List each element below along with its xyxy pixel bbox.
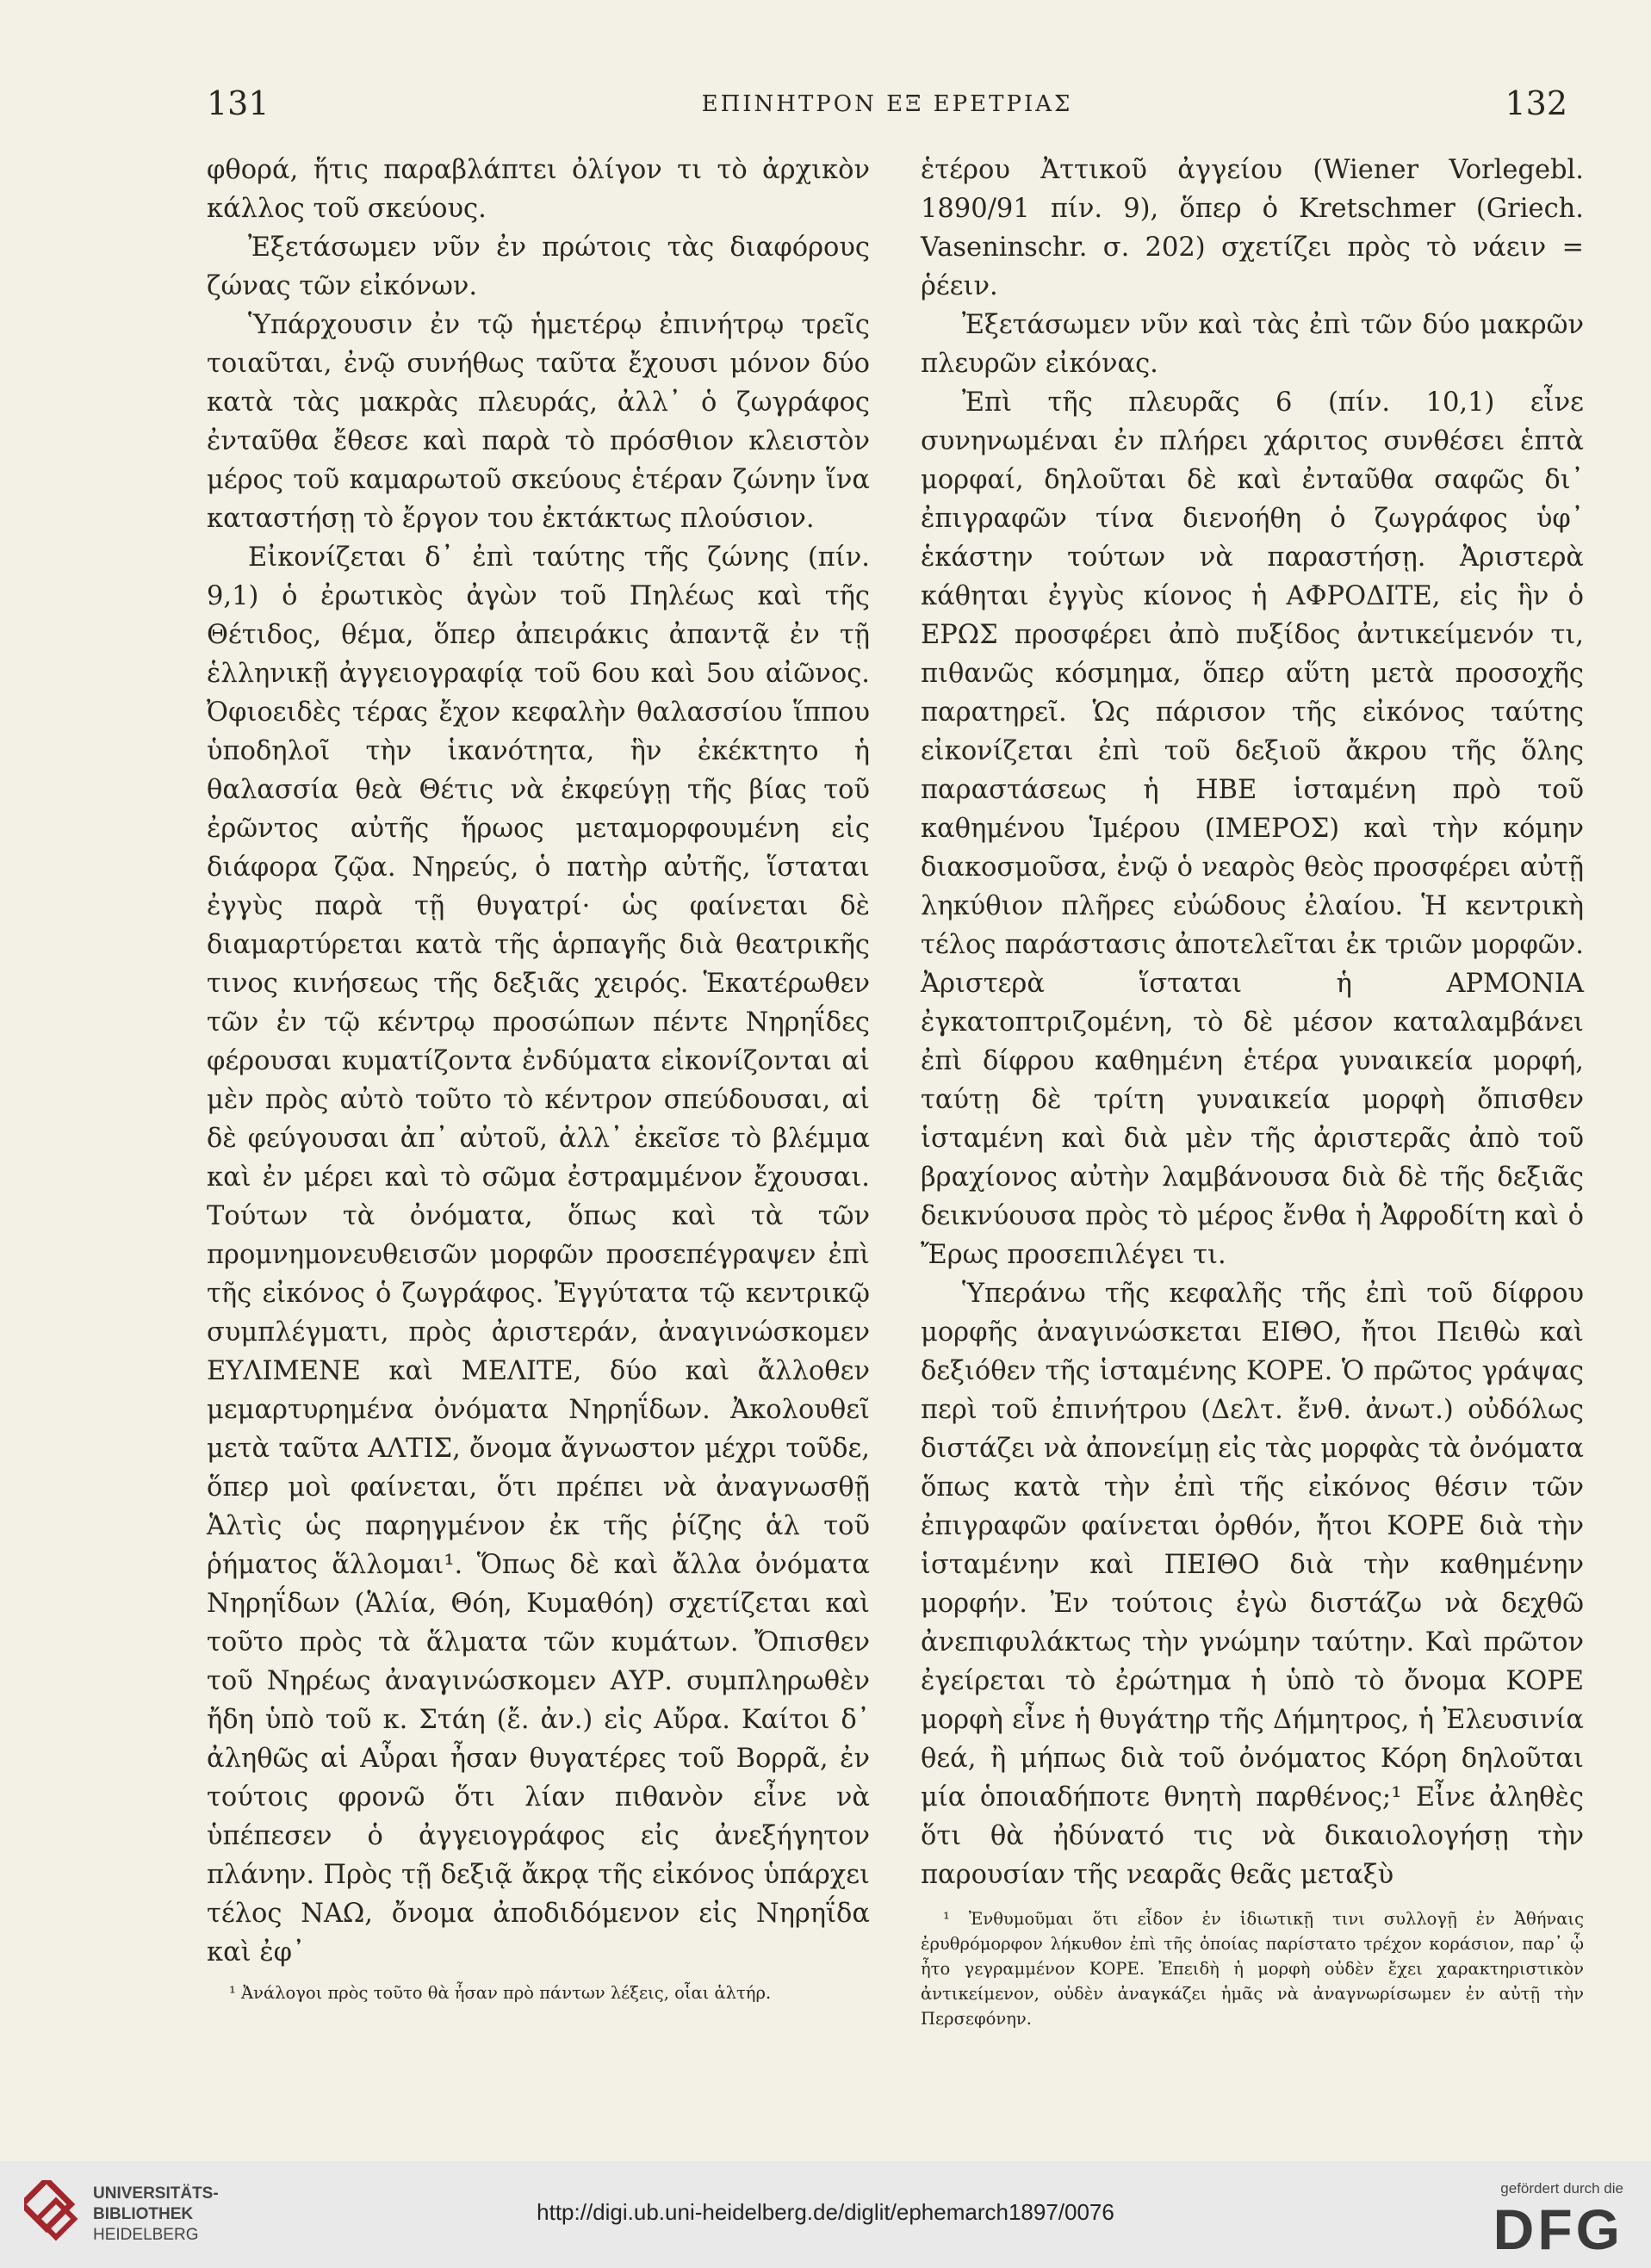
permalink[interactable]: http://digi.ub.uni-heidelberg.de/diglit/ephemarch1897/0076 bbox=[537, 2199, 1114, 2225]
running-title: ΕΠΙΝΗΤΡΟΝ ΕΞ ΕΡΕΤΡΙΑΣ bbox=[701, 91, 1073, 117]
paragraph: Ὑπάρχουσιν ἐν τῷ ἡμετέρῳ ἐπινήτρῳ τρεῖς τοιαῦται, ἐνῷ συνήθως ταῦτα ἔχουσι μόνον δύο κατὰ τὰς μακρὰς πλευράς, ἀλλ᾽ ὁ ζωγράφος ἐνταῦθα ἔθεσε καὶ παρὰ τὸ πρόσθιον κλειστὸν μέρος τοῦ καμαρωτοῦ σκεύους ἑτέραν ζώνην ἵνα καταστήσῃ τὸ ἔργον του ἐκτάκτως πλούσιον. bbox=[207, 310, 870, 534]
paragraph: Ὑπεράνω τῆς κεφαλῆς τῆς ἐπὶ τοῦ δίφρου μορφῆς ἀναγινώσκεται ΕΙΘΟ, ἤτοι Πειθὼ καὶ δεξιόθεν τῆς ἱσταμένης ΚΟΡΕ. Ὁ πρῶτος γράψας περὶ τοῦ ἐπινήτρου (Δελτ. ἔνθ. ἀνωτ.) οὐδόλως διστάζει νὰ ἀπονείμῃ εἰς τὰς μορφὰς τὰ ὀνόματα ὅπως κατὰ τὴν ἐπὶ τῆς εἰκόνος θέσιν τῶν ἐπιγραφῶν φαίνεται ὀρθόν, ἤτοι ΚΟΡΕ διὰ τὴν ἱσταμένην καὶ ΠΕΙΘΟ διὰ τὴν καθημένην μορφήν. Ἐν τούτοις ἐγὼ διστάζω νὰ δεχθῶ ἀνεπιφυλάκτως τὴν γνώμην ταύτην. Καὶ πρῶτον ἐγείρεται τὸ ἐρώτημα ἡ ὑπὸ τὸ ὄνομα ΚΟΡΕ μορφὴ εἶνε ἡ θυγάτηρ τῆς Δήμητρος, ἡ Ἐλευσινία θεά, ἢ μήπως διὰ τοῦ ὀνόματος Κόρη δηλοῦται μία ὁποιαδήποτε θνητὴ παρθένος;¹ Εἶνε ἀληθὲς ὅτι θὰ ἠδύνατό τις νὰ δικαιολογήσῃ τὴν παρουσίαν τῆς νεαρᾶς θεᾶς μεταξὺ bbox=[921, 1279, 1584, 1890]
paragraph: ἑτέρου Ἀττικοῦ ἀγγείου (Wiener Vorlegebl. 1890/91 πίν. 9), ὅπερ ὁ Kretschmer (Griech. Vaseninschr. σ. 202) σχετίζει πρὸς τὸ νάειν = ῥέειν. bbox=[921, 155, 1584, 301]
dfg-logo[interactable]: DFG bbox=[1493, 2197, 1623, 2261]
funding-label: gefördert durch die bbox=[1500, 2180, 1623, 2197]
page-number-left: 131 bbox=[207, 84, 270, 122]
left-column bbox=[207, 151, 870, 2005]
paragraph: Ἐξετάσωμεν νῦν καὶ τὰς ἐπὶ τῶν δύο μακρῶν πλευρῶν εἰκόνας. bbox=[921, 310, 1584, 379]
library-line: UNIVERSITÄTS- bbox=[93, 2184, 219, 2203]
library-line: BIBLIOTHEK bbox=[93, 2205, 194, 2223]
right-column bbox=[921, 151, 1584, 2031]
paragraph: Ἐπὶ τῆς πλευρᾶς 6 (πίν. 10,1) εἶνε συνηνωμέναι ἐν πλήρει χάριτος συνθέσει ἑπτὰ μορφαί, δηλοῦται δὲ καὶ ἐνταῦθα σαφῶς δι᾽ ἐπιγραφῶν τίνα διενοήθη ὁ ζωγράφος ὑφ᾽ ἑκάστην τούτων νὰ παραστήσῃ. Ἀριστερὰ κάθηται ἐγγὺς κίονος ἡ ΑΦΡΟΔΙΤΕ, εἰς ἣν ὁ ΕΡΩΣ προσφέρει ἀπὸ πυξίδος ἀντικείμενόν τι, πιθανῶς κόσμημα, ὅπερ αὕτη μετὰ προσοχῆς παρατηρεῖ. Ὡς πάρισον τῆς εἰκόνος ταύτης εἰκονίζεται ἐπὶ τοῦ δεξιοῦ ἄκρου τῆς ὅλης παραστάσεως ἡ ΗΒΕ ἱσταμένη πρὸ τοῦ καθημένου Ἱμέρου (ΙΜΕΡΟΣ) καὶ τὴν κόμην διακοσμοῦσα, ἐνῷ ὁ νεαρὸς θεὸς προσφέρει αὐτῇ ληκύθιον πλῆρες εὐώδους ἐλαίου. Ἡ κεντρικὴ τέλος παράστασις ἀποτελεῖται ἐκ τριῶν μορφῶν. Ἀριστερὰ ἵσταται ἡ ΑΡΜΟΝΙΑ ἐγκατοπτριζομένη, τὸ δὲ μέσον καταλαμβάνει ἐπὶ δίφρου καθημένη ἑτέρα γυναικεία μορφή, ταύτῃ δὲ τρίτη γυναικεία μορφὴ ὄπισθεν ἱσταμένη καὶ διὰ μὲν τῆς ἀριστερᾶς ἀπὸ τοῦ βραχίονος αὐτὴν λαμβάνουσα διὰ δὲ τῆς δεξιᾶς δεικνύουσα πρὸς τὸ μέρος ἔνθα ἡ Ἀφροδίτη καὶ ὁ Ἔρως προσεπιλέγει τι. bbox=[921, 387, 1584, 1270]
paragraph: φθορά, ἥτις παραβλάπτει ὀλίγον τι τὸ ἀρχικὸν κάλλος τοῦ σκεύους. bbox=[207, 155, 870, 224]
footnote bbox=[207, 1980, 870, 2005]
running-head bbox=[207, 84, 1567, 127]
viewer-footer bbox=[0, 2161, 1651, 2268]
footnote-text: ¹ Ἀνάλογοι πρὸς τοῦτο θὰ ἦσαν πρὸ πάντων λέξεις, οἷαι ἁλτήρ. bbox=[229, 1983, 772, 2003]
footnote-text: ¹ Ἐνθυμοῦμαι ὅτι εἶδον ἐν ἰδιωτικῇ τινι συλλογῇ ἐν Ἀθήναις ἐρυθρόμορφον λήκυθον ἐπὶ τῆς ὁποίας παρίστατο τρέχον κοράσιον, παρ᾽ ᾧ ἦτο γεγραμμένον ΚΟΡΕ. Ἐπειδὴ ἡ μορφὴ οὐδὲν ἔχει χαρακτηριστικὸν ἀντικείμενον, οὐδὲν ἀναγκάζει ἡμᾶς νὰ ἀναγνωρίσωμεν ἐν αὐτῇ τὴν Περσεφόνην. bbox=[921, 1909, 1584, 2029]
footnote bbox=[921, 1906, 1584, 2031]
page-number-right: 132 bbox=[1505, 84, 1567, 122]
paragraph: Ἐξετάσωμεν νῦν ἐν πρώτοις τὰς διαφόρους ζώνας τῶν εἰκόνων. bbox=[207, 232, 870, 301]
library-line: HEIDELBERG bbox=[93, 2226, 199, 2244]
paragraph: Εἰκονίζεται δ᾽ ἐπὶ ταύτης τῆς ζώνης (πίν. 9,1) ὁ ἐρωτικὸς ἀγὼν τοῦ Πηλέως καὶ τῆς Θέτιδος, θέμα, ὅπερ ἀπειράκις ἀπαντᾷ ἐν τῇ ἑλληνικῇ ἀγγειογραφίᾳ τοῦ 6ου καὶ 5ου αἰῶνος. Ὀφιοειδὲς τέρας ἔχον κεφαλὴν θαλασσίου ἵππου ὑποδηλοῖ τὴν ἱκανότητα, ἣν ἐκέκτητο ἡ θαλασσία θεὰ Θέτις νὰ ἐκφεύγῃ τῆς βίας τοῦ ἐρῶντος αὐτῆς ἥρωος μεταμορφουμένη εἰς διάφορα ζῷα. Νηρεύς, ὁ πατὴρ αὐτῆς, ἵσταται ἐγγὺς παρὰ τῇ θυγατρί· ὡς φαίνεται δὲ διαμαρτύρεται κατὰ τῆς ἁρπαγῆς διὰ θεατρικῆς τινος κινήσεως τῆς δεξιᾶς χειρός. Ἑκατέρωθεν τῶν ἐν τῷ κέντρῳ προσώπων πέντε Νηρηΐδες φέρουσαι κυματίζοντα ἐνδύματα εἰκονίζονται αἱ μὲν πρὸς αὐτὸ τοῦτο τὸ κέντρον σπεύδουσαι, αἱ δὲ φεύγουσαι ἀπ᾽ αὐτοῦ, ἀλλ᾽ ἐκεῖσε τὸ βλέμμα καὶ ἐν μέρει καὶ τὸ σῶμα ἐστραμμένον ἔχουσαι. Τούτων τὰ ὀνόματα, ὅπως καὶ τὰ τῶν προμνημονευθεισῶν μορφῶν προσεπέγραψεν ἐπὶ τῆς εἰκόνος ὁ ζωγράφος. Ἐγγύτατα τῷ κεντρικῷ συμπλέγματι, πρὸς ἀριστεράν, ἀναγινώσκομεν ΕΥΛΙΜΕΝΕ καὶ ΜΕΛΙΤΕ, δύο καὶ ἄλλοθεν μεμαρτυρημένα ὀνόματα Νηρηΐδων. Ἀκολουθεῖ μετὰ ταῦτα ΑΛΤΙΣ, ὄνομα ἄγνωστον μέχρι τοῦδε, ὅπερ μοὶ φαίνεται, ὅτι πρέπει νὰ ἀναγνωσθῇ Ἁλτὶς ὡς παρηγμένον ἐκ τῆς ῥίζης ἁλ τοῦ ῥήματος ἅλλομαι¹. Ὅπως δὲ καὶ ἄλλα ὀνόματα Νηρηΐδων (Ἁλία, Θόη, Κυμαθόη) σχετίζεται καὶ τοῦτο πρὸς τὰ ἅλματα τῶν κυμάτων. Ὄπισθεν τοῦ Νηρέως ἀναγινώσκομεν ΑΥΡ. συμπληρωθὲν ἤδη ὑπὸ τοῦ κ. Στάη (ἔ. ἀν.) εἰς Αὔρα. Καίτοι δ᾽ ἀληθῶς αἱ Αὖραι ἦσαν θυγατέρες τοῦ Βορρᾶ, ἐν τούτοις φρονῶ ὅτι λίαν πιθανὸν εἶνε νὰ ὑπέπεσεν ὁ ἀγγειογράφος εἰς ἀνεξήγητον πλάνην. Πρὸς τῇ δεξιᾷ ἄκρᾳ τῆς εἰκόνος ὑπάρχει τέλος ΝΑΩ, ὄνομα ἀποδιδόμενον εἰς Νηρηΐδα καὶ ἐφ᾽ bbox=[207, 542, 870, 1967]
